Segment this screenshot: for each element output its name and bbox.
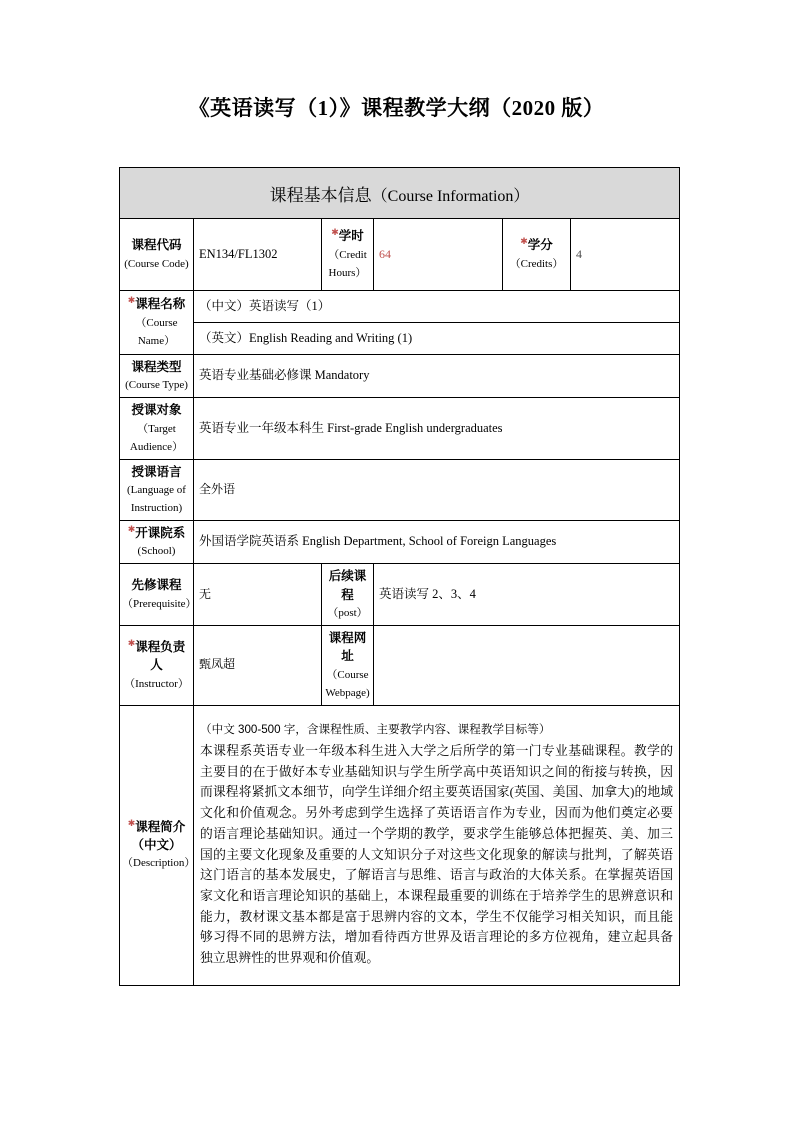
table-header-row	[120, 168, 680, 219]
value-course-name-en	[194, 323, 680, 355]
table-row-course-name-cn	[120, 291, 680, 323]
label-course-name-en-line1: （Course	[135, 316, 178, 329]
label-prerequisite-cn: 先修课程	[131, 578, 182, 593]
label-course-code	[120, 219, 194, 291]
label-school-cn: 开课院系	[135, 525, 186, 540]
table-row-instructor	[120, 625, 680, 705]
value-target-audience	[194, 398, 680, 459]
value-instructor	[194, 625, 322, 705]
value-course-name-cn	[194, 291, 680, 323]
description-note: （中文 300-500 字，含课程性质、主要教学内容、课程教学目标等）	[200, 723, 551, 737]
label-language-cn: 授课语言	[131, 464, 182, 479]
label-course-webpage-en-line2: Webpage)	[325, 686, 370, 699]
label-credit-hours	[322, 219, 374, 291]
table-header-title-cn: 课程基本信息	[269, 185, 372, 205]
table-row-target-audience	[120, 398, 680, 459]
value-course-webpage	[374, 625, 680, 705]
value-description	[194, 705, 680, 985]
table-header-cell	[120, 168, 680, 219]
page-title: 《英语读写（1）》课程教学大纲（2020 版）	[188, 96, 605, 120]
label-course-code-cn: 课程代码	[131, 238, 182, 253]
value-credit-hours	[374, 219, 503, 291]
table-row-description	[120, 705, 680, 985]
label-description	[120, 705, 194, 985]
label-language-en-line2: Instruction)	[130, 501, 183, 514]
label-target-audience-en-line1: （Target	[137, 422, 176, 435]
label-post-course-en: （post）	[327, 606, 368, 619]
value-prerequisite	[194, 564, 322, 626]
required-marker-icon: ✱	[127, 295, 136, 306]
label-instructor	[120, 625, 194, 705]
required-marker-icon: ✱	[127, 817, 136, 828]
label-credit-hours-en-line2: Hours）	[328, 266, 367, 279]
label-credit-hours-cn: 学时	[338, 229, 364, 244]
table-row-language	[120, 459, 680, 520]
instructor-text: 甄凤超	[199, 657, 236, 672]
course-code-text: EN134/FL1302	[199, 246, 278, 261]
value-language	[194, 459, 680, 520]
label-course-name	[120, 291, 194, 355]
value-course-code	[194, 219, 322, 291]
label-course-name-en-line2: Name）	[137, 334, 176, 347]
table-row-course-name-en	[120, 323, 680, 355]
prerequisite-text: 无	[199, 586, 212, 601]
target-audience-text: 英语专业一年级本科生 First-grade English undergraduates	[199, 420, 503, 435]
label-credit-hours-en-line1: （Credit	[328, 248, 367, 261]
value-post-course	[374, 564, 680, 626]
required-marker-icon: ✱	[520, 236, 528, 247]
school-text: 外国语学院英语系 English Department, School of Foreign Languages	[199, 534, 557, 549]
course-name-cn-text: （中文）英语读写（1）	[199, 298, 331, 313]
value-credits	[571, 219, 680, 291]
label-credits	[503, 219, 571, 291]
table-row-school	[120, 520, 680, 563]
label-credits-en: （Credits）	[509, 257, 564, 270]
label-prerequisite	[120, 564, 197, 626]
label-post-course	[322, 564, 374, 626]
required-marker-icon: ✱	[127, 523, 136, 534]
label-course-webpage-cn: 课程网址	[328, 630, 367, 664]
post-course-text: 英语读写 2、3、4	[379, 586, 476, 601]
label-course-type	[120, 355, 194, 398]
credits-text: 4	[576, 246, 582, 261]
label-credits-cn: 学分	[527, 238, 553, 253]
course-name-en-text: （英文）English Reading and Writing (1)	[199, 330, 413, 345]
label-course-type-en: (Course Type)	[125, 379, 188, 392]
label-instructor-en: （Instructor）	[124, 677, 189, 690]
label-description-en: （Description）	[122, 857, 196, 870]
required-marker-icon: ✱	[127, 637, 136, 648]
label-instructor-cn: 课程负责人	[135, 639, 186, 673]
label-course-webpage	[322, 625, 374, 705]
label-target-audience-cn: 授课对象	[131, 403, 182, 418]
credit-hours-text: 64	[379, 246, 391, 261]
label-school	[120, 520, 194, 563]
course-type-text: 英语专业基础必修课 Mandatory	[199, 368, 370, 383]
table-row-prerequisite	[120, 564, 680, 626]
label-course-code-en: (Course Code)	[124, 257, 189, 270]
label-course-webpage-en-line1: （Course	[326, 668, 369, 681]
label-school-en: (School)	[137, 545, 176, 558]
label-language-en-line1: (Language of	[127, 483, 186, 496]
label-post-course-cn: 后续课程	[328, 569, 367, 602]
label-prerequisite-en: （Prerequisite）	[122, 597, 197, 610]
label-target-audience	[120, 398, 194, 459]
value-school	[194, 520, 680, 563]
table-row-course-code	[120, 219, 680, 291]
language-text: 全外语	[199, 481, 236, 496]
description-body: 本课程系英语专业一年级本科生进入大学之后所学的第一门专业基础课程。教学的主要目的在于做好本专业基础知识与学生所学高中英语知识之间的衔接与转换，因而课程将紧抓文本细节，向学生详细介绍主要英语国家(英国、美国、加拿大)的地域文化和价值观念。另外考虑到学生选择了英语语言作为专业，因而为他们奠定必要的语言理论基础知识。通过一个学期的教学，要求学生能够总体把握英、美、加三国的主要文化现象及重要的人文知识分子对这些文化现象的解读与批判，了解英语这门语言的基本发展史，了解语言与思维、语言与政治的大体关系。在掌握英语国家文化和语言理论知识的基础上，本课程最重要的训练在于培养学生的思辨意识和能力，教材课文基本都是富于思辨内容的文本，学生不仅能学习相关知识，而且能够习得不同的思辨方法，增加看待西方世界及语言理论的多方位视角，建立起具备独立思辨性的世界观和价值观。	[200, 744, 674, 966]
table-header-title-en: （Course Information）	[371, 187, 530, 205]
label-target-audience-en-line2: Audience）	[129, 440, 184, 453]
label-language	[120, 459, 194, 520]
value-course-type	[194, 355, 680, 398]
table-row-course-type	[120, 355, 680, 398]
required-marker-icon: ✱	[331, 227, 339, 238]
label-course-name-cn: 课程名称	[135, 297, 186, 312]
label-course-type-cn: 课程类型	[131, 360, 182, 374]
label-description-cn: 课程简介（中文）	[131, 819, 186, 853]
course-information-table	[119, 167, 680, 986]
